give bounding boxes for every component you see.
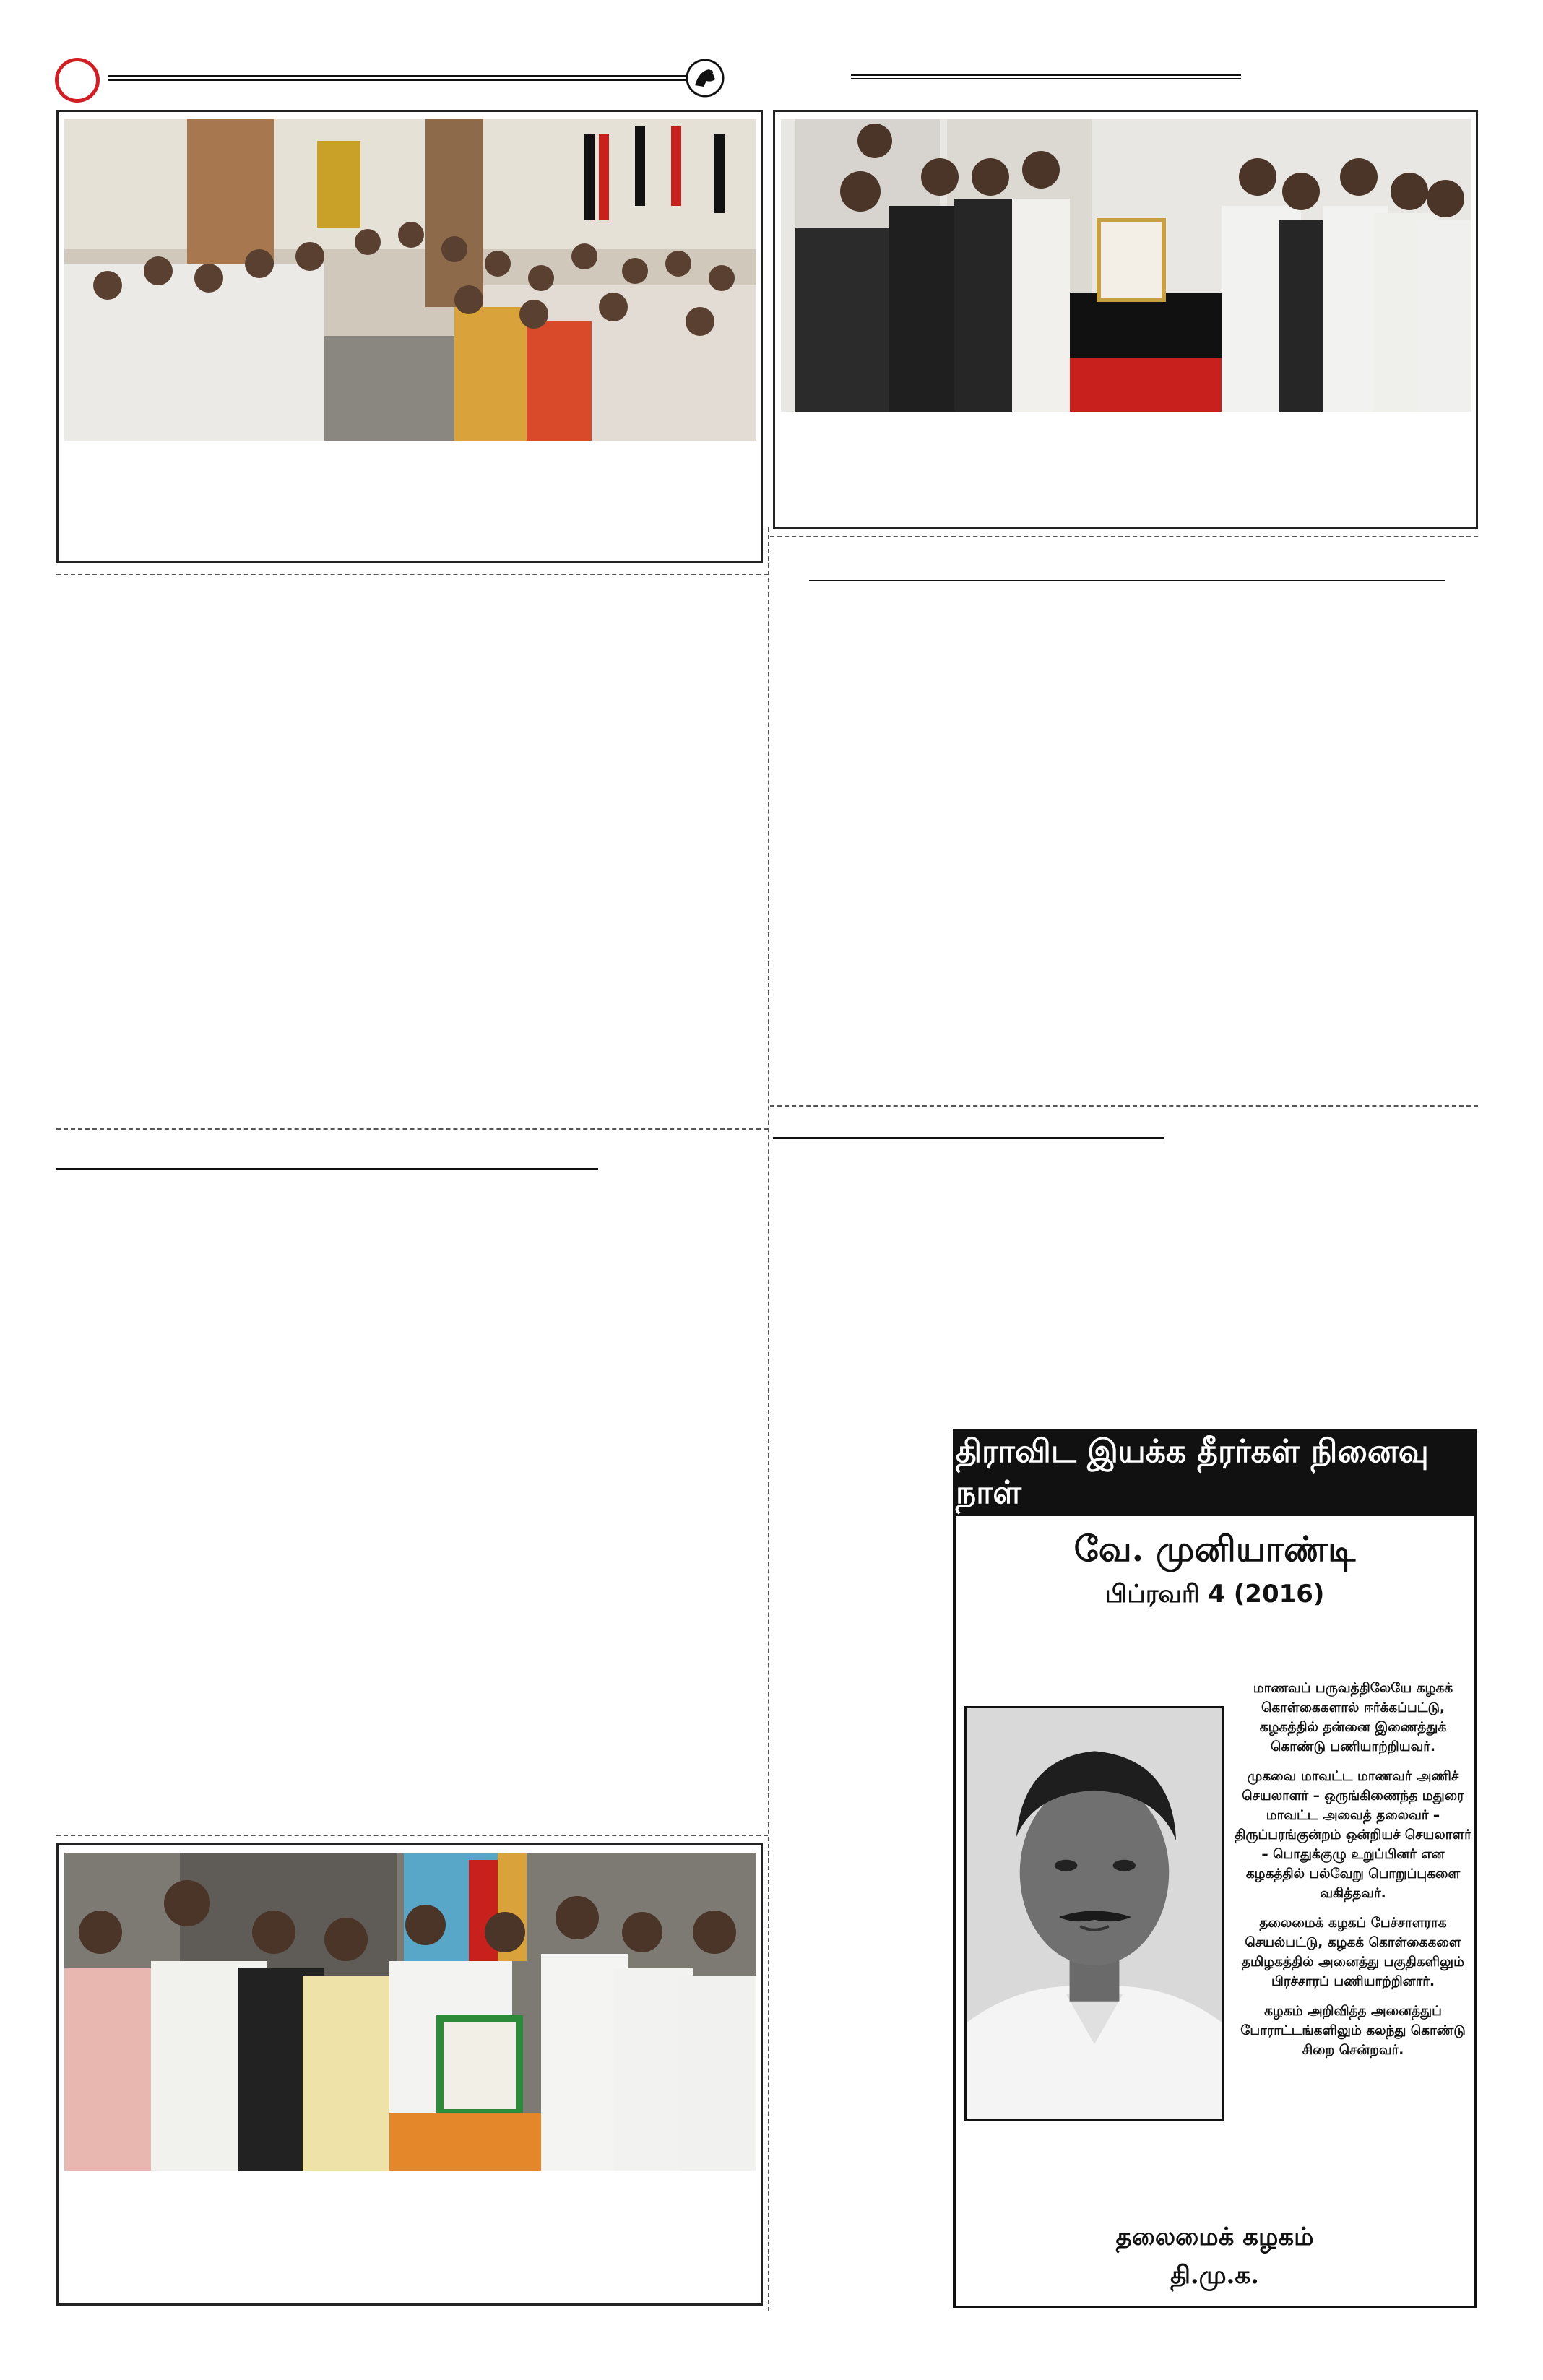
memorial-name: வே. முனியாண்டி — [1073, 1529, 1356, 1570]
photo-garland-tribute — [781, 119, 1471, 412]
memorial-paragraph: முகவை மாவட்ட மாணவர் அணிச் செயலாளர் – ஒருங்கிணைந்த மதுரை மாவட்ட அவைத் தலைவர் – திருப்பரங்குன்றம் ஒன்றியச் செயலாளர் – பொதுக்குழு உறுப்பினர் என கழகத்தில் பல்வேறு பொறுப்புகளை வகித்தவர். — [1235, 1769, 1471, 1901]
memorial-paragraph: கழகம் அறிவித்த அனைத்துப் போராட்டங்களிலும் கலந்து கொண்டு சிறை சென்றவர். — [1240, 2004, 1466, 2058]
headline-rule-left-2 — [56, 1168, 598, 1170]
separator-top-left — [56, 574, 768, 575]
photo-portrait-tribute — [64, 1853, 756, 2171]
memorial-paragraph: தலைமைக் கழகப் பேச்சாளராக செயல்பட்டு, கழகக் கொள்கைகளை தமிழகத்தில் அனைத்து பகுதிகளிலும் பிரச்சாரப் பணியாற்றினார். — [1241, 1916, 1464, 1989]
photo-tribute-gathering — [64, 119, 756, 441]
photo-box-top-left — [56, 110, 763, 563]
header-rule-right — [851, 74, 1241, 79]
memorial-notice — [953, 1429, 1477, 2308]
separator-mid-left — [56, 1128, 768, 1130]
separator-top-right — [770, 536, 1478, 537]
page-marker-circle-icon — [55, 58, 100, 103]
separator-mid-right — [770, 1105, 1478, 1107]
headline-rule-right-1 — [809, 580, 1445, 581]
memorial-portrait — [964, 1706, 1224, 2121]
memorial-biography — [1234, 1679, 1472, 2070]
memorial-paragraph: மாணவப் பருவத்திலேயே கழகக் கொள்கைகளால் ஈர்க்கப்பட்டு, கழகத்தில் தன்னை இணைத்துக் கொண்டு பணியாற்றியவர். — [1253, 1681, 1453, 1754]
photo-box-top-right — [773, 110, 1478, 529]
photo-box-bottom-left — [56, 1843, 763, 2306]
memorial-header: திராவிட இயக்க தீரர்கள் நினைவு நாள் — [956, 1432, 1474, 1516]
separator-bottom-left — [56, 1835, 768, 1836]
memorial-date: பிப்ரவரி 4 (2016) — [1105, 1580, 1325, 1609]
headline-rule-right-2 — [773, 1137, 1164, 1139]
memorial-footer-organization: தலைமைக் கழகம் — [1115, 2223, 1314, 2251]
rising-sun-emblem-icon — [685, 58, 725, 98]
memorial-footer-party: தி.மு.க. — [1170, 2261, 1259, 2290]
header-rule-left — [108, 75, 686, 81]
column-divider — [768, 527, 769, 2311]
